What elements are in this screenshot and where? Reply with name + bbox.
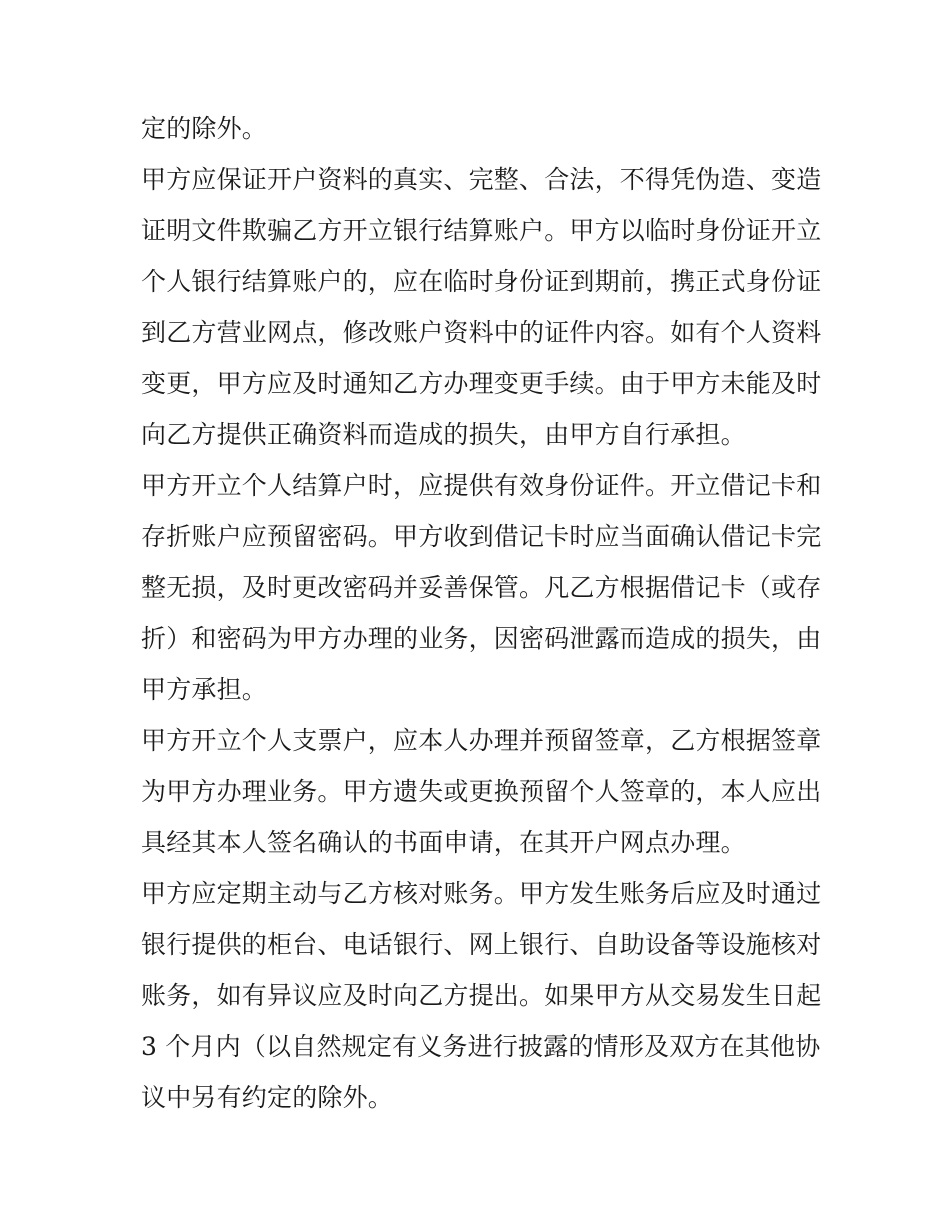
text-line: 折）和密码为甲方办理的业务，因密码泄露而造成的损失，由 bbox=[141, 624, 822, 653]
text-line: 到乙方营业网点，修改账户资料中的证件内容。如有个人资料 bbox=[141, 318, 822, 347]
text-line: 甲方应保证开户资料的真实、完整、合法，不得凭伪造、变造 bbox=[141, 165, 822, 194]
text-line: 具经其本人签名确认的书面申请，在其开户网点办理。 bbox=[141, 828, 746, 857]
text-line: 甲方承担。 bbox=[141, 675, 268, 704]
text-line: 议中另有约定的除外。 bbox=[141, 1083, 394, 1112]
text-line: 甲方应定期主动与乙方核对账务。甲方发生账务后应及时通过 bbox=[141, 879, 822, 908]
text-line: 定的除外。 bbox=[141, 114, 268, 143]
text-line: 变更，甲方应及时通知乙方办理变更手续。由于甲方未能及时 bbox=[141, 369, 822, 398]
text-line: 甲方开立个人支票户，应本人办理并预留签章，乙方根据签章 bbox=[141, 726, 822, 755]
text-line: 甲方开立个人结算户时，应提供有效身份证件。开立借记卡和 bbox=[141, 471, 822, 500]
text-line: 为甲方办理业务。甲方遗失或更换预留个人签章的，本人应出 bbox=[141, 777, 822, 806]
text-line: 3 个月内（以自然规定有义务进行披露的情形及双方在其他协 bbox=[141, 1032, 821, 1061]
text-line: 账务，如有异议应及时向乙方提出。如果甲方从交易发生日起 bbox=[141, 981, 822, 1010]
document-body bbox=[141, 103, 821, 1123]
text-line: 整无损，及时更改密码并妥善保管。凡乙方根据借记卡（或存 bbox=[141, 573, 822, 602]
text-line: 个人银行结算账户的，应在临时身份证到期前，携正式身份证 bbox=[141, 267, 822, 296]
text-line: 向乙方提供正确资料而造成的损失，由甲方自行承担。 bbox=[141, 420, 746, 449]
text-line: 银行提供的柜台、电话银行、网上银行、自助设备等设施核对 bbox=[141, 930, 822, 959]
text-line: 存折账户应预留密码。甲方收到借记卡时应当面确认借记卡完 bbox=[141, 522, 822, 551]
text-line: 证明文件欺骗乙方开立银行结算账户。甲方以临时身份证开立 bbox=[141, 216, 822, 245]
